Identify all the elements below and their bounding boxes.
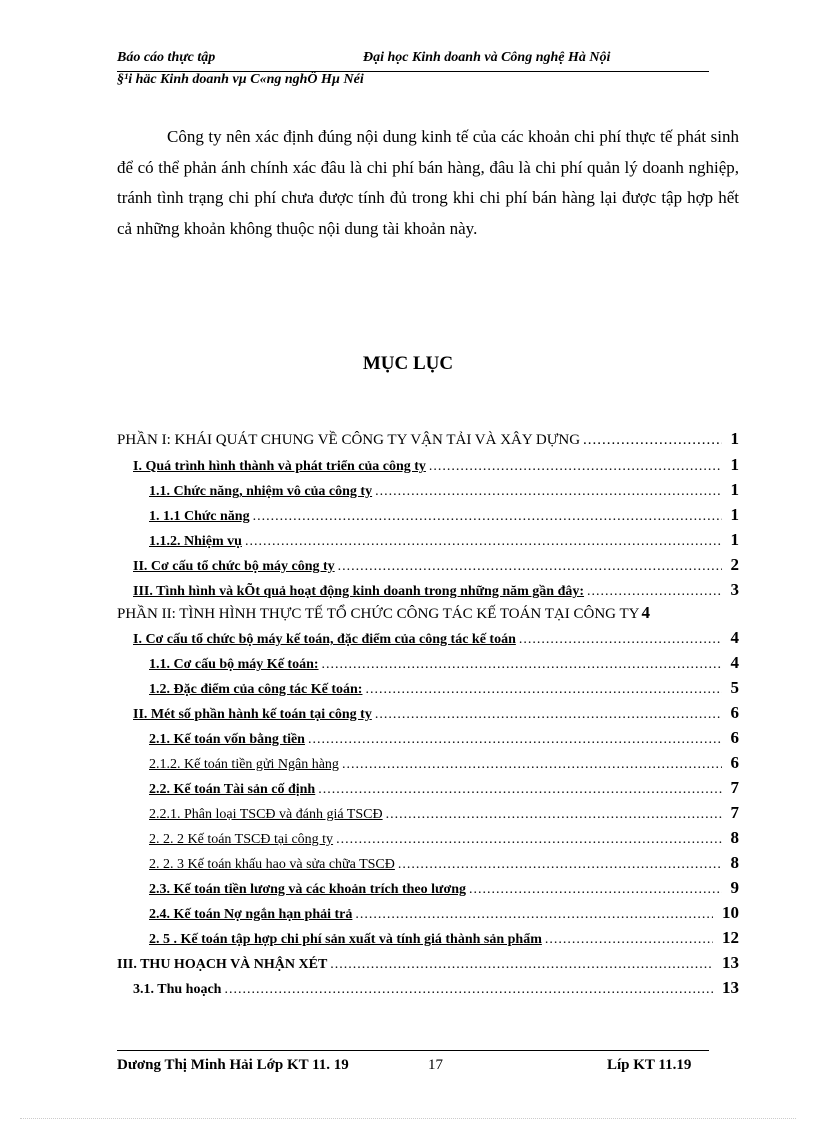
toc-leader bbox=[429, 459, 722, 475]
footer-author: Dương Thị Minh Hải Lớp KT 11. 19 bbox=[117, 1057, 349, 1073]
toc-entry[interactable] bbox=[149, 653, 739, 677]
toc-entry-label: 2.1.2. Kế toán tiền gửi Ngân hàng bbox=[149, 757, 339, 772]
toc-entry[interactable] bbox=[149, 853, 739, 877]
toc-entry[interactable] bbox=[149, 530, 739, 554]
toc-title: MỤC LỤC bbox=[362, 353, 454, 374]
toc-leader bbox=[355, 907, 713, 923]
toc-entry[interactable] bbox=[149, 803, 739, 827]
toc-entry-page: 4 bbox=[730, 628, 739, 647]
toc-entry-page: 4 bbox=[641, 603, 650, 622]
toc-entry[interactable] bbox=[149, 753, 739, 777]
toc-entry-label: I. Quá trình hình thành và phát triển của công ty bbox=[133, 459, 426, 474]
toc-leader bbox=[308, 732, 722, 748]
toc-entry-label: II. Cơ cấu tổ chức bộ máy công ty bbox=[133, 559, 335, 574]
toc-entry-page: 8 bbox=[730, 828, 739, 847]
toc-entry-label: I. Cơ cấu tổ chức bộ máy kế toán, đặc điểm của công tác kế toán bbox=[133, 632, 516, 647]
toc-leader bbox=[545, 932, 713, 948]
toc-entry-page: 12 bbox=[722, 928, 739, 947]
toc-entry[interactable] bbox=[149, 480, 739, 504]
toc-entry-page: 6 bbox=[730, 753, 739, 772]
toc-entry-label: 2.4. Kế toán Nợ ngắn hạn phải trả bbox=[149, 907, 353, 922]
toc-entry[interactable] bbox=[149, 778, 739, 802]
toc-leader bbox=[386, 807, 722, 823]
toc-leader bbox=[224, 982, 713, 998]
report-label: Báo cáo thực tập bbox=[117, 50, 216, 65]
toc-entry[interactable] bbox=[149, 828, 739, 852]
toc-entry-page: 6 bbox=[730, 703, 739, 722]
toc-entry[interactable] bbox=[149, 728, 739, 752]
toc-entry-page: 1 bbox=[730, 455, 739, 474]
toc-entry[interactable] bbox=[149, 928, 739, 952]
toc-leader bbox=[253, 509, 722, 525]
toc-entry-page: 5 bbox=[730, 678, 739, 697]
footer-class-code: Líp KT 11.19 bbox=[607, 1057, 692, 1073]
toc-leader bbox=[322, 657, 722, 673]
toc-entry[interactable] bbox=[133, 580, 739, 604]
toc-entry-page: 3 bbox=[730, 580, 739, 599]
toc-entry-label: 3.1. Thu hoạch bbox=[133, 982, 222, 997]
toc-leader bbox=[375, 484, 721, 500]
footer-rule bbox=[117, 1050, 709, 1051]
toc-entry-page: 2 bbox=[730, 555, 739, 574]
toc-entry-label: 2. 2. 3 Kế toán khấu hao và sửa chữa TSCĐ bbox=[149, 857, 395, 872]
toc-entry-label: 2.3. Kế toán tiền lương và các khoản trích theo lương bbox=[149, 882, 466, 897]
toc-entry-page: 4 bbox=[730, 653, 739, 672]
toc-leader bbox=[245, 534, 722, 550]
toc-entry[interactable] bbox=[133, 628, 739, 652]
toc-entry-label: 2.1. Kế toán vốn bằng tiền bbox=[149, 732, 305, 747]
toc-entry-page: 1 bbox=[730, 480, 739, 499]
toc-entry-label: 2. 5 . Kế toán tập hợp chi phí sản xuất và tính giá thành sản phẩm bbox=[149, 932, 542, 947]
toc-entry-label: 2.2. Kế toán Tài sản cố định bbox=[149, 782, 316, 797]
toc-entry-page: 8 bbox=[730, 853, 739, 872]
toc-leader bbox=[398, 857, 722, 873]
toc-entry-label: 1.2. Đặc điểm của công tác Kế toán: bbox=[149, 682, 363, 697]
toc-entry-page: 10 bbox=[722, 903, 739, 922]
toc-leader bbox=[342, 757, 722, 773]
toc-entry[interactable] bbox=[133, 555, 739, 579]
toc-entry-page: 1 bbox=[730, 505, 739, 524]
toc-entry[interactable] bbox=[117, 953, 739, 977]
toc-leader bbox=[583, 432, 721, 449]
toc-entry-page: 7 bbox=[730, 778, 739, 797]
toc-entry[interactable] bbox=[117, 429, 739, 453]
footer-page-number: 17 bbox=[428, 1057, 443, 1073]
toc-leader bbox=[587, 584, 721, 600]
toc-entry[interactable] bbox=[149, 903, 739, 927]
toc-entry-label: III. THU HOẠCH VÀ NHẬN XÉT bbox=[117, 957, 328, 972]
toc-entry-page: 9 bbox=[730, 878, 739, 897]
toc-leader bbox=[519, 632, 722, 648]
toc-entry-page: 13 bbox=[722, 978, 739, 997]
toc-leader bbox=[330, 957, 713, 973]
toc-entry-page: 6 bbox=[730, 728, 739, 747]
toc-entry-label: 1. 1.1 Chức năng bbox=[149, 509, 250, 524]
toc-leader bbox=[338, 559, 722, 575]
toc-entry-page: 7 bbox=[730, 803, 739, 822]
toc-entry[interactable] bbox=[149, 878, 739, 902]
toc-entry[interactable] bbox=[149, 505, 739, 529]
toc-entry-page: 13 bbox=[722, 953, 739, 972]
toc-entry-label: PHẦN I: KHÁI QUÁT CHUNG VỀ CÔNG TY VẬN TẢI VÀ XÂY DỰNG bbox=[117, 432, 581, 448]
toc-entry[interactable] bbox=[117, 603, 739, 627]
toc-leader bbox=[336, 832, 721, 848]
header-garbled-line: §¹i häc Kinh doanh vµ C«ng nghÖ Hµ Néi bbox=[117, 72, 364, 87]
toc-leader bbox=[375, 707, 722, 723]
toc-entry-page: 1 bbox=[730, 530, 739, 549]
university-name: Đại học Kinh doanh và Công nghệ Hà Nội bbox=[363, 50, 611, 65]
page-bottom-border bbox=[20, 1118, 796, 1119]
toc-entry-label: 1.1. Cơ cấu bộ máy Kế toán: bbox=[149, 657, 319, 672]
toc-entry[interactable] bbox=[133, 703, 739, 727]
toc-entry-label: 1.1.2. Nhiệm vụ bbox=[149, 534, 242, 549]
toc-entry-label: PHẦN II: TÌNH HÌNH THỰC TẾ TỔ CHỨC CÔNG TÁC KẾ TOÁN TẠI CÔNG TY bbox=[117, 606, 640, 622]
body-paragraph: Công ty nên xác định đúng nội dung kinh tế của các khoản chi phí thực tế phát sinh để có thể phản ánh chính xác đâu là chi phí bán hàng, đâu là chi phí quản lý doanh nghiệp, tránh tình trạng chi phí chưa được tính đủ trong khi chi phí bán hàng lại được tập hợp hết cả những khoản không thuộc nội dung tài khoản này. bbox=[117, 127, 739, 238]
toc-entry-label: II. Mét số phần hành kế toán tại công ty bbox=[133, 707, 372, 722]
toc-entry-label: III. Tình hình và kÕt quả hoạt động kinh doanh trong những năm gần đây: bbox=[133, 584, 585, 599]
toc-entry[interactable] bbox=[133, 455, 739, 479]
toc-entry-label: 1.1. Chức năng, nhiệm vô của công ty bbox=[149, 484, 373, 499]
toc-leader bbox=[469, 882, 722, 898]
toc-entry[interactable] bbox=[133, 978, 739, 1002]
toc-entry-label: 2.2.1. Phân loại TSCĐ và đánh giá TSCĐ bbox=[149, 807, 383, 822]
toc-entry-label: 2. 2. 2 Kế toán TSCĐ tại công ty bbox=[149, 832, 334, 847]
toc-entry-page: 1 bbox=[730, 429, 739, 448]
toc-leader bbox=[365, 682, 721, 698]
toc-entry[interactable] bbox=[149, 678, 739, 702]
toc-leader bbox=[318, 782, 721, 798]
